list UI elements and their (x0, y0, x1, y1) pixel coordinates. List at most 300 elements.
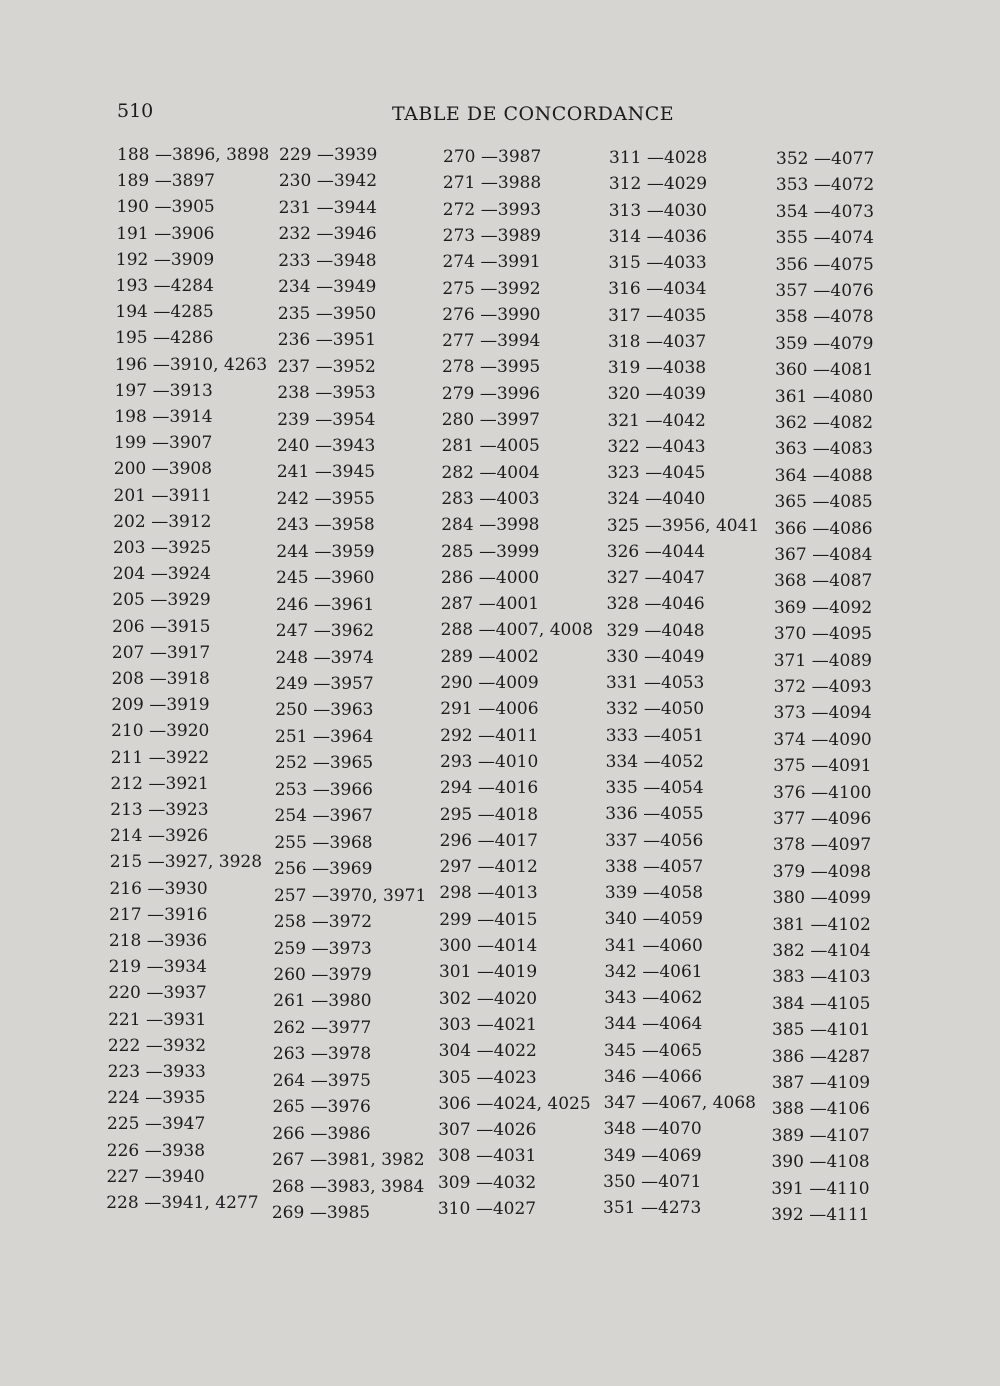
entry-number: 237 (277, 356, 311, 377)
concordance-reference: —4057 (642, 856, 704, 877)
concordance-row (443, 226, 541, 246)
concordance-row (608, 332, 706, 352)
entry-number: 289 (440, 646, 473, 667)
concordance-reference: —4074 (813, 228, 874, 249)
entry-number: 390 (771, 1152, 804, 1173)
concordance-reference: —3975 (310, 1070, 371, 1091)
concordance-reference: —4003 (479, 488, 540, 509)
entry-number: 295 (439, 804, 473, 825)
entry-number: 304 (438, 1041, 472, 1062)
concordance-row (440, 805, 538, 825)
entry-number: 317 (608, 305, 641, 326)
concordance-reference: —3956, 4041 (644, 515, 760, 536)
concordance-reference: —3908 (151, 459, 213, 480)
concordance-reference: —4040 (645, 489, 706, 510)
concordance-reference: —4100 (811, 782, 872, 803)
concordance-row (117, 171, 215, 191)
concordance-row (775, 307, 873, 327)
concordance-row (107, 1114, 205, 1134)
entry-number: 360 (775, 360, 808, 381)
entry-number: 339 (604, 883, 638, 903)
entry-number: 348 (603, 1119, 636, 1140)
entry-number: 384 (772, 993, 805, 1014)
entry-number: 190 (116, 197, 149, 218)
entry-number: 284 (441, 515, 474, 536)
concordance-row (771, 1152, 869, 1172)
concordance-reference: —3980 (311, 991, 372, 1012)
concordance-reference: —4039 (645, 384, 706, 405)
entry-number: 232 (278, 224, 311, 245)
concordance-row (277, 489, 375, 509)
entry-number: 210 (111, 721, 144, 742)
concordance-row (606, 699, 704, 719)
concordance-reference: —3989 (480, 225, 541, 246)
concordance-row (108, 1010, 206, 1030)
concordance-reference: —4055 (643, 804, 704, 825)
entry-number: 347 (603, 1093, 637, 1113)
concordance-row (274, 939, 372, 959)
concordance-row (773, 835, 871, 855)
concordance-row (603, 1198, 701, 1218)
entry-number: 273 (442, 225, 476, 246)
concordance-reference: —4016 (477, 778, 539, 799)
concordance-reference: —4062 (642, 988, 703, 1008)
concordance-row (441, 542, 539, 562)
concordance-row (277, 436, 375, 456)
entry-number: 280 (441, 410, 475, 430)
concordance-reference: —4056 (643, 830, 704, 851)
concordance-reference: —3916 (147, 904, 208, 925)
concordance-row (438, 1068, 536, 1088)
concordance-row (774, 651, 872, 671)
concordance-reference: —4094 (811, 703, 872, 724)
concordance-row (115, 302, 213, 322)
concordance-reference: —3925 (150, 538, 212, 558)
concordance-row (114, 433, 212, 453)
entry-number: 225 (107, 1114, 140, 1135)
concordance-reference: —4111 (809, 1205, 870, 1225)
concordance-reference: —3931 (146, 1009, 207, 1030)
entry-number: 361 (774, 386, 808, 407)
concordance-row (277, 383, 375, 403)
concordance-row (609, 227, 707, 247)
concordance-reference: —4105 (810, 993, 871, 1014)
concordance-reference: —3994 (480, 331, 541, 352)
concordance-row (106, 1193, 258, 1213)
concordance-row (441, 568, 539, 588)
entry-number: 352 (776, 149, 809, 169)
entry-number: 344 (604, 1014, 637, 1035)
concordance-reference: —4096 (811, 809, 872, 829)
concordance-row (278, 304, 376, 324)
concordance-reference: —4086 (812, 518, 873, 539)
concordance-row (608, 306, 706, 326)
concordance-row (442, 410, 540, 430)
entry-number: 376 (773, 782, 806, 803)
concordance-reference: —3993 (480, 199, 542, 220)
concordance-reference: —3973 (311, 938, 372, 959)
concordance-row (605, 857, 703, 877)
entry-number: 277 (442, 331, 475, 352)
entry-number: 392 (771, 1205, 804, 1225)
concordance-row (776, 202, 874, 222)
concordance-row (110, 800, 208, 820)
entry-number: 209 (111, 695, 144, 716)
entry-number: 272 (442, 199, 476, 220)
entry-number: 349 (603, 1145, 636, 1166)
concordance-reference: —4014 (477, 936, 538, 956)
concordance-reference: —3938 (144, 1140, 206, 1161)
concordance-reference: —4101 (810, 1020, 871, 1041)
entry-number: 235 (277, 303, 311, 324)
entry-number: 322 (607, 436, 640, 457)
entry-number: 336 (605, 804, 638, 825)
entry-number: 373 (773, 703, 806, 724)
entry-number: 320 (607, 384, 641, 405)
entry-number: 377 (773, 809, 806, 829)
concordance-reference: —4079 (813, 333, 874, 354)
concordance-row (775, 281, 873, 301)
concordance-reference: —4010 (478, 751, 539, 772)
concordance-reference: —3969 (312, 859, 373, 880)
concordance-row (442, 331, 540, 351)
concordance-reference: —4017 (477, 830, 538, 851)
concordance-row (772, 1047, 870, 1067)
concordance-reference: —4081 (813, 360, 874, 381)
concordance-row (442, 252, 540, 272)
concordance-row (608, 384, 706, 404)
concordance-row (117, 145, 269, 165)
concordance-reference: —3926 (147, 826, 209, 847)
entry-number: 274 (442, 252, 475, 273)
concordance-reference: —4286 (153, 328, 214, 349)
concordance-row (772, 1126, 870, 1146)
entry-number: 248 (275, 647, 309, 668)
entry-number: 296 (439, 830, 473, 851)
concordance-reference: —3972 (311, 912, 373, 933)
concordance-reference: —4102 (810, 914, 871, 935)
concordance-row (439, 936, 537, 956)
concordance-row (113, 512, 211, 532)
entry-number: 300 (439, 936, 472, 956)
entry-number: 370 (773, 624, 807, 645)
concordance-row (440, 857, 538, 877)
concordance-row (438, 1146, 536, 1166)
entry-number: 359 (775, 333, 808, 354)
concordance-row (441, 515, 539, 535)
entry-number: 371 (773, 650, 807, 671)
entry-number: 230 (278, 171, 312, 192)
entry-number: 363 (774, 439, 808, 460)
concordance-reference: —4033 (646, 253, 707, 273)
concordance-reference: —4022 (476, 1041, 537, 1062)
concordance-reference: —4273 (641, 1198, 702, 1218)
entry-number: 366 (774, 518, 807, 539)
entry-number: 250 (275, 700, 308, 721)
entry-number: 357 (775, 281, 808, 301)
entry-number: 203 (112, 538, 146, 558)
entry-number: 223 (107, 1062, 141, 1082)
concordance-row (776, 255, 874, 275)
entry-number: 332 (605, 699, 639, 720)
concordance-row (275, 674, 373, 694)
concordance-reference: —3986 (310, 1123, 371, 1144)
concordance-reference: —4053 (644, 673, 705, 693)
entry-number: 194 (115, 302, 148, 323)
entry-number: 281 (441, 436, 475, 457)
entry-number: 318 (607, 331, 641, 352)
entry-number: 205 (112, 590, 145, 611)
concordance-row (439, 910, 537, 930)
concordance-reference: —4020 (476, 988, 538, 1009)
concordance-reference: —4090 (811, 729, 872, 750)
entry-number: 266 (272, 1123, 305, 1144)
concordance-reference: —3983, 3984 (309, 1176, 425, 1197)
concordance-row (439, 1015, 537, 1035)
concordance-reference: —3914 (152, 407, 213, 427)
concordance-reference: —3911 (151, 485, 212, 506)
entry-number: 261 (273, 991, 306, 1012)
concordance-row (106, 1167, 204, 1187)
entry-number: 388 (771, 1099, 805, 1120)
concordance-row (116, 224, 214, 244)
entry-number: 389 (771, 1125, 805, 1146)
concordance-reference: —4085 (812, 492, 873, 513)
entry-number: 224 (107, 1088, 140, 1109)
entry-number: 271 (442, 173, 476, 194)
concordance-row (772, 1099, 870, 1119)
entry-number: 279 (441, 383, 475, 404)
concordance-row (275, 780, 373, 800)
concordance-row (608, 411, 706, 431)
concordance-reference: —3976 (310, 1097, 371, 1118)
concordance-row (440, 778, 538, 798)
concordance-reference: —3955 (314, 488, 375, 509)
concordance-row (774, 571, 872, 591)
concordance-row (605, 804, 703, 824)
entry-number: 298 (439, 883, 472, 904)
concordance-row (439, 1041, 537, 1061)
entry-number: 331 (606, 673, 639, 693)
concordance-row (773, 703, 871, 723)
concordance-reference: —3917 (149, 642, 211, 663)
concordance-row (439, 989, 537, 1009)
concordance-reference: —3936 (146, 931, 208, 951)
concordance-reference: —3913 (152, 380, 213, 401)
entry-number: 313 (608, 200, 642, 221)
concordance-reference: —3997 (479, 410, 540, 430)
concordance-row (605, 909, 703, 929)
entry-number: 275 (442, 278, 475, 299)
concordance-reference: —4087 (812, 571, 873, 592)
concordance-reference: —4032 (475, 1172, 537, 1193)
concordance-row (609, 174, 707, 194)
concordance-reference: —4106 (809, 1099, 870, 1120)
entry-number: 302 (438, 988, 472, 1009)
concordance-reference: —3961 (313, 594, 375, 615)
concordance-row (108, 1062, 206, 1082)
concordance-row (776, 175, 874, 195)
entry-number: 229 (279, 145, 312, 165)
entry-number: 192 (115, 249, 149, 270)
entry-number: 200 (113, 459, 147, 480)
concordance-reference: —4059 (642, 909, 703, 930)
concordance-reference: —4066 (641, 1066, 703, 1087)
concordance-reference: —3943 (315, 435, 376, 456)
concordance-row (606, 647, 704, 667)
concordance-reference: —3981, 3982 (310, 1150, 425, 1171)
concordance-reference: —4036 (646, 226, 707, 247)
entry-number: 372 (773, 677, 807, 697)
concordance-reference: —4028 (647, 148, 708, 168)
entry-number: 264 (272, 1070, 306, 1091)
concordance-reference: —4015 (477, 909, 538, 930)
entry-number: 243 (276, 515, 309, 536)
concordance-reference: —3907 (152, 433, 213, 454)
entry-number: 341 (604, 935, 637, 956)
entry-number: 386 (771, 1046, 805, 1067)
concordance-row (276, 595, 374, 615)
entry-number: 354 (775, 201, 809, 222)
concordance-reference: —4064 (642, 1014, 703, 1035)
entry-number: 214 (109, 826, 143, 847)
concordance-row (607, 463, 705, 483)
entry-number: 312 (608, 174, 642, 195)
concordance-reference: —4044 (644, 541, 706, 562)
concordance-reference: —4103 (810, 967, 871, 988)
concordance-row (110, 852, 262, 872)
concordance-row (109, 957, 207, 977)
concordance-row (772, 941, 870, 961)
concordance-reference: —4104 (810, 941, 871, 961)
entry-number: 335 (605, 778, 638, 798)
concordance-reference: —4097 (810, 835, 872, 856)
entry-number: 351 (603, 1198, 636, 1218)
concordance-reference: —3958 (314, 515, 375, 536)
entry-number: 379 (772, 861, 806, 882)
concordance-row (775, 387, 873, 407)
entry-number: 310 (437, 1199, 471, 1219)
concordance-row (114, 459, 212, 479)
concordance-row (443, 200, 541, 220)
concordance-row (605, 936, 703, 956)
entry-number: 356 (775, 254, 808, 275)
entry-number: 307 (438, 1120, 471, 1141)
concordance-reference: —4037 (645, 331, 707, 352)
concordance-reference: —3942 (316, 171, 378, 192)
concordance-reference: —4031 (476, 1146, 537, 1167)
entry-number: 299 (439, 909, 472, 930)
concordance-row (116, 276, 214, 296)
concordance-row (279, 171, 377, 191)
concordance-reference: —3932 (145, 1035, 207, 1056)
concordance-row (607, 568, 705, 588)
entry-number: 202 (113, 511, 146, 532)
concordance-row (773, 783, 871, 803)
entry-number: 303 (438, 1014, 472, 1035)
concordance-row (606, 621, 704, 641)
entry-number: 258 (273, 912, 307, 933)
concordance-row (109, 931, 207, 951)
concordance-row (771, 1179, 869, 1199)
concordance-row (774, 519, 872, 539)
entry-number: 342 (604, 961, 637, 982)
concordance-row (440, 752, 538, 772)
concordance-reference: —4070 (641, 1119, 702, 1140)
concordance-reference: —4045 (645, 463, 706, 483)
entry-number: 308 (438, 1146, 471, 1167)
concordance-row (112, 590, 210, 610)
concordance-row (442, 436, 540, 456)
concordance-row (272, 1124, 370, 1144)
concordance-reference: —4021 (476, 1014, 537, 1035)
concordance-reference: —4080 (812, 386, 874, 407)
concordance-reference: —3988 (480, 173, 542, 194)
concordance-row (111, 721, 209, 741)
concordance-row (438, 1120, 536, 1140)
concordance-reference: —3990 (480, 304, 541, 325)
entry-number: 201 (113, 485, 146, 506)
concordance-reference: —4009 (478, 673, 539, 693)
concordance-reference: —4034 (646, 279, 707, 300)
entry-number: 259 (273, 938, 307, 959)
entry-number: 345 (603, 1040, 637, 1061)
concordance-reference: —4110 (809, 1178, 870, 1199)
concordance-row (606, 726, 704, 746)
concordance-row (774, 598, 872, 618)
concordance-reference: —3954 (315, 409, 376, 430)
entry-number: 375 (773, 756, 806, 777)
concordance-row (776, 149, 874, 169)
entry-number: 255 (274, 832, 307, 853)
concordance-reference: —3959 (314, 541, 375, 562)
concordance-reference: —3918 (149, 669, 210, 689)
concordance-reference: —4049 (644, 646, 705, 667)
concordance-reference: —4084 (812, 545, 873, 565)
concordance-row (772, 994, 870, 1014)
concordance-row (604, 1067, 702, 1087)
concordance-reference: —4060 (642, 935, 703, 956)
concordance-row (603, 1119, 701, 1139)
concordance-row (439, 883, 537, 903)
entry-number: 355 (775, 228, 809, 249)
concordance-row (278, 251, 376, 271)
concordance-reference: —3912 (151, 511, 212, 532)
concordance-reference: —3987 (481, 147, 542, 167)
entry-number: 343 (604, 988, 637, 1008)
concordance-row (773, 730, 871, 750)
concordance-row (273, 1071, 371, 1091)
entry-number: 290 (440, 673, 473, 693)
concordance-row (607, 489, 705, 509)
entry-number: 321 (607, 410, 640, 431)
concordance-row (274, 833, 372, 853)
concordance-reference: —3957 (313, 674, 374, 694)
concordance-row (107, 1088, 205, 1108)
entry-number: 287 (440, 594, 474, 615)
concordance-row (108, 1036, 206, 1056)
entry-number: 330 (606, 646, 639, 667)
concordance-reference: —4093 (811, 677, 872, 697)
concordance-row (774, 545, 872, 565)
entry-number: 196 (114, 354, 148, 375)
concordance-row (440, 831, 538, 851)
concordance-row (772, 1020, 870, 1040)
concordance-row (274, 912, 372, 932)
page-number: 510 (117, 100, 154, 122)
concordance-row (273, 1044, 371, 1064)
entry-number: 328 (606, 594, 639, 615)
